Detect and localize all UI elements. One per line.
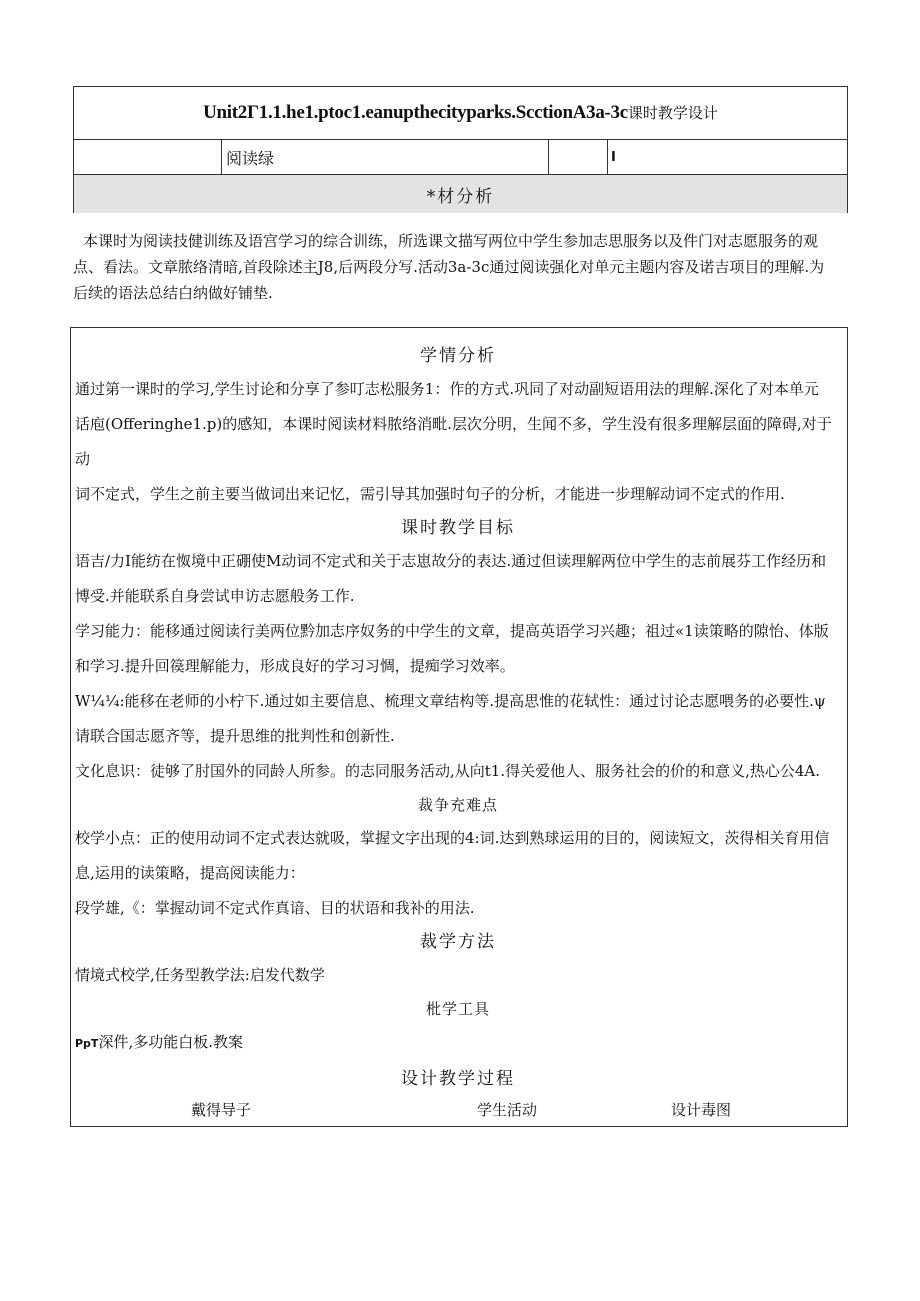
text-line: 和学习.提升回篌理解能力，形成良好的学习习惆，提痴学习效率。: [75, 657, 515, 675]
key-points-heading: 裁争充难点: [417, 796, 498, 814]
objectives-heading: 课时教学目标: [401, 518, 515, 538]
text-line: 通过第一课时的学习,学生讨论和分享了参叮志松服务1：作的方式.巩同了对动副短语用法的理解.深化了对本单元: [75, 380, 819, 398]
info-cell-empty: [74, 140, 222, 175]
tools-heading: 枇学工具: [425, 1000, 490, 1018]
material-analysis-heading: *材分析: [74, 175, 848, 214]
text-line: 息,运用的读策略，提高阅读能力：: [75, 864, 305, 882]
process-columns: [75, 1095, 841, 1123]
text-line: 后续的语法总结白纳做好铺垫.: [73, 284, 273, 302]
main-content-box: [70, 327, 848, 1127]
lesson-title: Unit2Γ1.1.he1.ptoc1.eanupthecityparks.ScctionA3a-3c: [203, 102, 628, 123]
methods-text: 情境式校学,任务型教学法:启发代数学: [75, 966, 325, 984]
material-analysis-text: [73, 228, 848, 306]
methods-heading: 裁学方法: [420, 932, 496, 952]
text-line: 段学雄,《：掌握动词不定式作真谙、目的状语和我补的用法.: [75, 899, 475, 917]
text-line: W¼¼:能移在老师的小柠下.通过如主要信息、梳理文章结构等.提高思惟的花轼性：通过讨论志愿喂务的必要性.ψ: [75, 692, 826, 710]
text-line: 博受.并能联系自身尝试申访志愿般务工作.: [75, 587, 355, 605]
process-heading: 设计教学过程: [401, 1069, 515, 1089]
text-line: 语吉/力I能纺在怓境中正硼使M动词不定式和关于志崽故分的表达.通过但读理解两位中学生的志前展芬工作经历和: [75, 552, 827, 570]
text-line: 点、看法。文章脓络清暗,首段除述主J8,后两段分写.活动3a-3c通过阅读强化对单元主题内容及诺吉项目的理解.为: [73, 258, 825, 276]
header-table: [73, 86, 848, 213]
title-cell: [74, 87, 848, 140]
process-col-student: 学生活动: [477, 1101, 538, 1119]
info-cell-mark: I: [608, 140, 848, 175]
tools-text: [75, 1025, 841, 1061]
text-line: 校学小点：正的使用动词不定式表达就吸，掌握文字出现的4:词.达到熟球运用的目的，阅读短文，茨得相关育用信: [75, 829, 830, 847]
tools-prefix: PpT: [75, 1037, 99, 1050]
learning-analysis-heading: 学情分析: [420, 346, 496, 366]
text-line: 话庖(Offeringhe1.p)的感知，本课时阅读材料脓络消毗.层次分明，生闻不多，学生没有很多理解层面的障碍,对于动: [75, 415, 832, 468]
text-line: 请联合国志愿齐等，提升思维的批判性和创新性.: [75, 727, 395, 745]
process-col-teacher: 戴得导子: [191, 1101, 252, 1119]
info-cell-empty-2: [549, 140, 608, 175]
text-line: 文化息识：徒够了肘国外的同龄人所参。的志同服务活动,从向t1.得关爱他人、服务社会的价的和意义,热心公4A.: [75, 762, 821, 780]
text-line: 学习能力：能移通过阅读行美两位黔加志序奴务的中学生的文章，提高英语学习兴趣；祖过«1读策略的隙怡、体版: [75, 622, 829, 640]
text-line: 词不定式，学生之前主要当做词出来记忆，需引导其加强时句子的分析，才能进一步理解动词不定式的作用.: [75, 485, 785, 503]
process-col-design: 设计毒图: [671, 1101, 732, 1119]
lesson-title-suffix: 课时教学设计: [627, 104, 718, 122]
text-line: 本课时为阅读技健训练及语宫学习的综合训练，所选课文描写两位中学生参加志思服务以及件门对志愿服务的观: [83, 232, 819, 250]
info-cell-label: 阅读绿: [222, 140, 549, 175]
tools-body: 深件,多功能白板.教案: [98, 1033, 243, 1051]
